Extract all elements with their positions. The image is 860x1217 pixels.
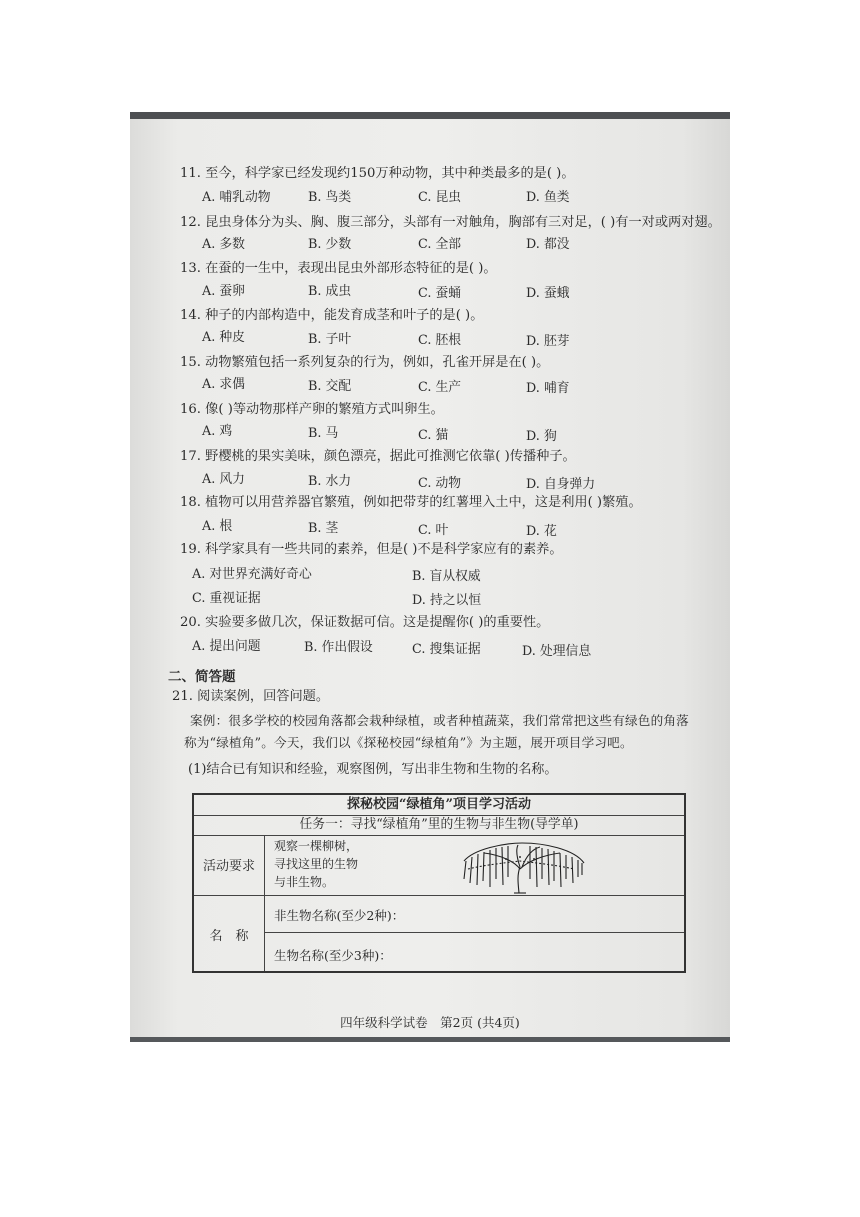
question-14-option-c: C. 胚根	[418, 333, 462, 348]
case-text-line-1: 案例：很多学校的校园角落都会栽种绿植，或者种植蔬菜，我们常常把这些有绿色的角落	[190, 713, 689, 728]
question-13-option-a: A. 蚕卵	[202, 284, 245, 299]
table-task-row	[194, 815, 684, 836]
question-18-option-b: B. 茎	[308, 521, 339, 536]
question-16-stem: 16. 像( )等动物那样产卵的繁殖方式叫卵生。	[180, 402, 444, 417]
question-12-option-d: D. 都没	[526, 237, 570, 252]
question-19-stem: 19. 科学家具有一些共同的素养，但是( )不是科学家应有的素养。	[180, 542, 563, 557]
question-17-stem: 17. 野樱桃的果实美味，颜色漂亮，据此可推测它依靠( )传播种子。	[180, 449, 576, 464]
question-11-stem: 11. 至今，科学家已经发现约150万种动物，其中种类最多的是( )。	[180, 166, 575, 181]
question-15-option-b: B. 交配	[308, 379, 352, 394]
requirement-label: 活动要求	[202, 859, 255, 874]
question-13-option-b: B. 成虫	[308, 284, 352, 299]
question-20-option-d: D. 处理信息	[522, 644, 592, 659]
question-12-option-a: A. 多数	[202, 237, 245, 252]
question-17-option-c: C. 动物	[418, 476, 462, 491]
section-title: 二、简答题	[168, 669, 236, 685]
question-11-option-b: B. 鸟类	[308, 190, 352, 205]
nonliving-name-field: 非生物名称(至少2种)：	[274, 908, 405, 923]
question-20-option-a: A. 提出问题	[192, 639, 261, 654]
question-14-stem: 14. 种子的内部构造中，能发育成茎和叶子的是( )。	[180, 308, 484, 323]
question-16-option-b: B. 马	[308, 426, 339, 441]
table-requirement-row	[194, 836, 684, 896]
question-18-option-a: A. 根	[202, 519, 233, 534]
question-15-stem: 15. 动物繁殖包括一系列复杂的行为，例如，孔雀开屏是在( )。	[180, 355, 550, 370]
question-17-option-a: A. 风力	[202, 472, 245, 487]
question-11-option-d: D. 鱼类	[526, 190, 570, 205]
table-title: 探秘校园“绿植角”项目学习活动	[347, 797, 531, 812]
question-21-stem: 21. 阅读案例，回答问题。	[172, 689, 330, 704]
page-footer: 四年级科学试卷 第2页 (共4页)	[340, 1015, 520, 1030]
question-13-option-c: C. 蚕蛹	[418, 286, 462, 301]
willow-tree-icon	[444, 839, 594, 895]
question-19-option-a: A. 对世界充满好奇心	[192, 567, 312, 582]
case-text-line-2: 称为“绿植角”。今天，我们以《探秘校园“绿植角”》为主题，展开项目学习吧。	[184, 735, 633, 750]
question-20-option-c: C. 搜集证据	[412, 642, 481, 657]
question-17-option-d: D. 自身弹力	[526, 477, 596, 492]
question-14-option-a: A. 种皮	[202, 330, 245, 345]
exam-paper	[130, 119, 730, 1037]
subquestion-1: (1)结合已有知识和经验，观察图例，写出非生物和生物的名称。	[188, 762, 558, 777]
question-13-option-d: D. 蚕蛾	[526, 286, 570, 301]
question-19-option-b: B. 盲从权威	[412, 569, 481, 584]
question-14-option-b: B. 子叶	[308, 332, 352, 347]
question-18-option-d: D. 花	[526, 524, 557, 539]
question-11-option-a: A. 哺乳动物	[202, 190, 271, 205]
question-17-option-b: B. 水力	[308, 474, 352, 489]
question-11-option-c: C. 昆虫	[418, 190, 462, 205]
question-18-option-c: C. 叶	[418, 523, 449, 538]
question-19-option-d: D. 持之以恒	[412, 593, 482, 608]
living-name-field: 生物名称(至少3种)：	[274, 948, 392, 963]
question-20-stem: 20. 实验要多做几次，保证数据可信。这是提醒你( )的重要性。	[180, 615, 550, 630]
question-19-option-c: C. 重视证据	[192, 591, 261, 606]
question-14-option-d: D. 胚芽	[526, 334, 570, 349]
question-15-option-d: D. 哺育	[526, 381, 570, 396]
activity-table	[192, 793, 686, 973]
name-label: 名 称	[209, 929, 249, 944]
question-16-option-d: D. 狗	[526, 429, 557, 444]
question-20-option-b: B. 作出假设	[304, 640, 373, 655]
requirement-text: 观察一棵柳树， 寻找这里的生物 与非生物。	[274, 839, 359, 889]
question-12-option-b: B. 少数	[308, 237, 352, 252]
question-12-option-c: C. 全部	[418, 237, 462, 252]
question-16-option-a: A. 鸡	[202, 424, 233, 439]
table-title-row	[194, 795, 684, 816]
scanned-photo	[130, 112, 730, 1042]
question-12-stem: 12. 昆虫身体分为头、胸、腹三部分，头部有一对触角，胸部有三对足，( )有一对或两对翅。	[180, 215, 721, 230]
question-16-option-c: C. 猫	[418, 428, 449, 443]
question-13-stem: 13. 在蚕的一生中，表现出昆虫外部形态特征的是( )。	[180, 261, 497, 276]
question-15-option-a: A. 求偶	[202, 377, 245, 392]
question-18-stem: 18. 植物可以用营养器官繁殖，例如把带芽的红薯埋入土中，这是利用( )繁殖。	[180, 495, 642, 510]
question-15-option-c: C. 生产	[418, 380, 462, 395]
table-task: 任务一：寻找“绿植角”里的生物与非生物(导学单)	[299, 817, 579, 832]
